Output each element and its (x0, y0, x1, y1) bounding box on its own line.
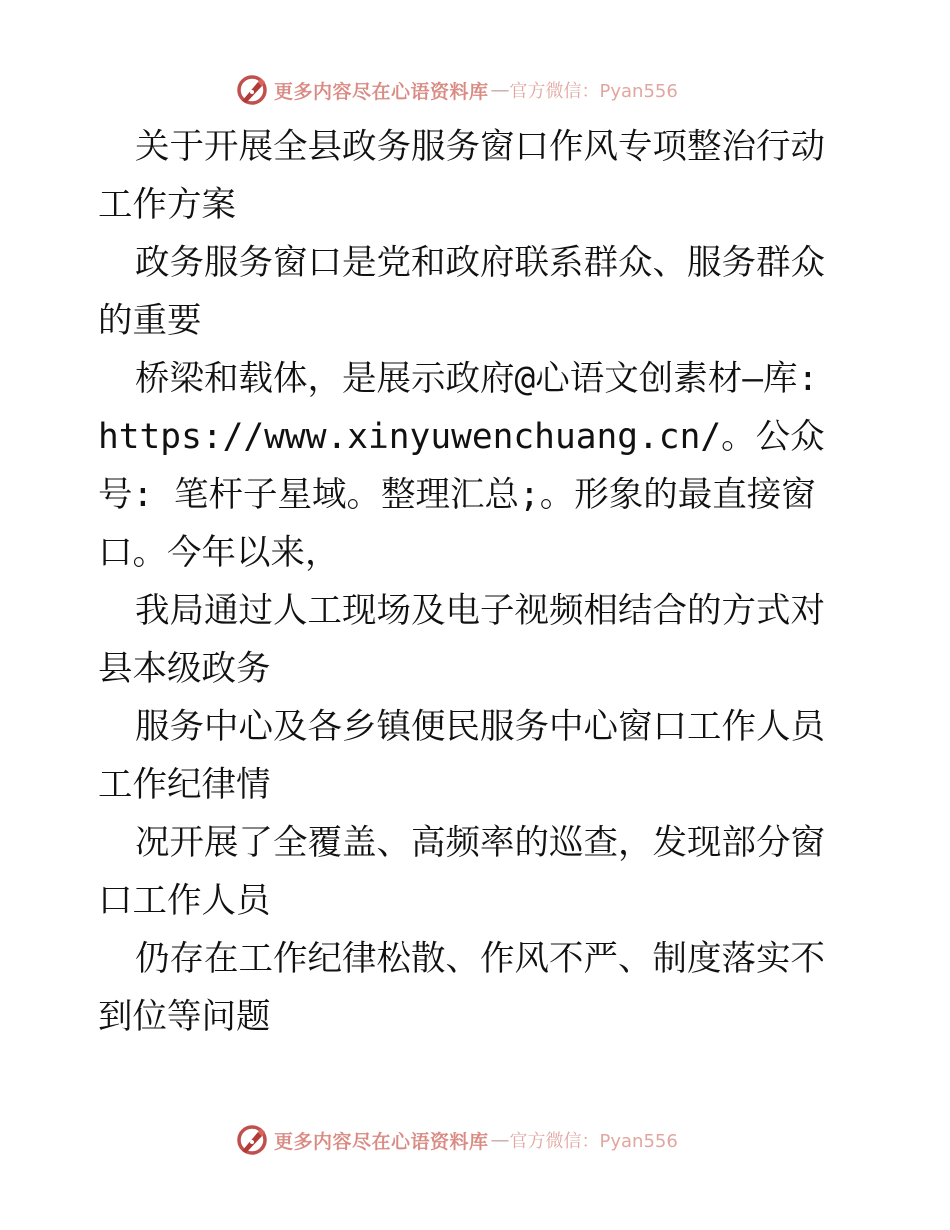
footer-watermark (0, 1120, 950, 1160)
paragraph: 桥梁和载体，是展示政府@心语文创素材—库: https://www.xinyuwenchuang.cn/。公众号: 笔杆子星域。整理汇总;。形象的最直接窗口。今年以来， (98, 359, 825, 573)
paragraph-title: 关于开展全县政务服务窗口作风专项整治行动工作方案 (98, 127, 825, 225)
header-watermark (0, 70, 950, 110)
watermark-text: 更多内容尽在心语资料库 (274, 80, 489, 103)
watermark-wechat: 官方微信：Pyan556 (509, 1131, 678, 1152)
watermark-wechat: 官方微信：Pyan556 (509, 81, 678, 102)
document-body (98, 118, 858, 1046)
pen-nib-logo-icon (236, 74, 268, 106)
watermark-text: 更多内容尽在心语资料库 (274, 1130, 489, 1153)
paragraph: 况开展了全覆盖、高频率的巡查，发现部分窗口工作人员 (98, 823, 825, 921)
pen-nib-logo-icon (236, 1124, 268, 1156)
paragraph: 仍存在工作纪律松散、作风不严、制度落实不到位等问题 (98, 939, 825, 1037)
paragraph: 政务服务窗口是党和政府联系群众、服务群众的重要 (98, 243, 825, 341)
watermark-separator: — (490, 1129, 510, 1151)
paragraph: 我局通过人工现场及电子视频相结合的方式对县本级政务 (98, 591, 825, 689)
paragraph: 服务中心及各乡镇便民服务中心窗口工作人员工作纪律情 (98, 707, 825, 805)
watermark-separator: — (490, 79, 510, 101)
